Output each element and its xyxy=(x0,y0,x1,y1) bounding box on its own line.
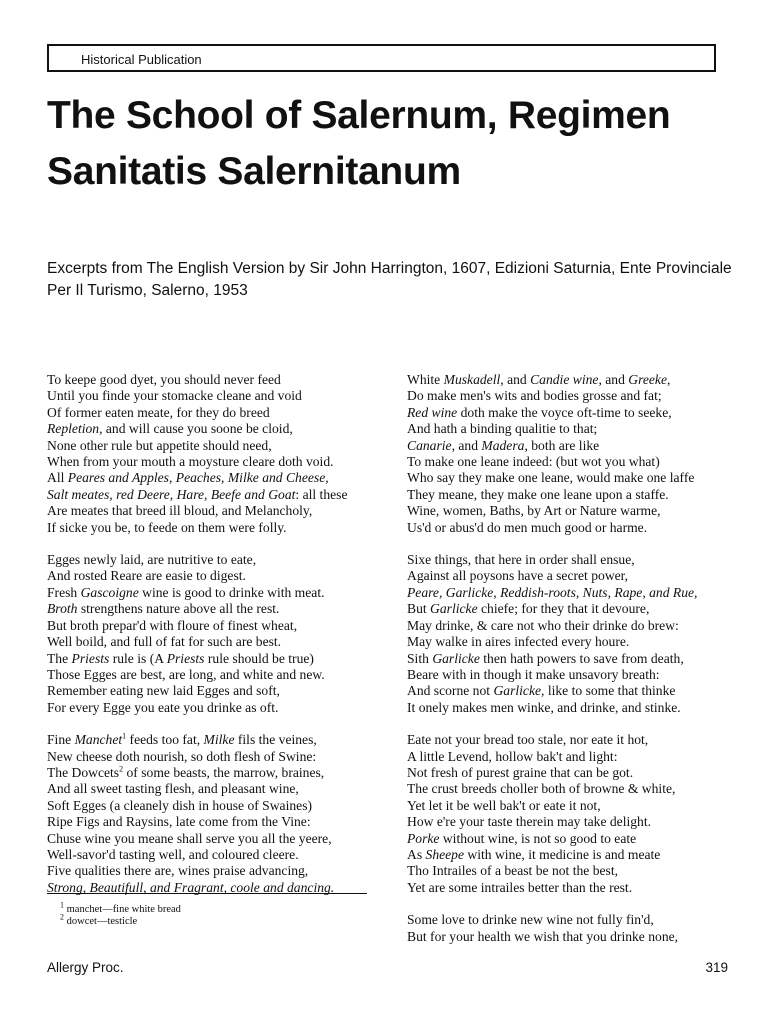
footnote-item: $^1$ manchet—fine white bread xyxy=(60,900,181,915)
poem-line: White Muskadell, and Candie wine, and Greeke, xyxy=(407,372,671,387)
article-title: The School of Salernum, Regimen Sanitatis Salernitanum xyxy=(47,94,671,193)
poem-line: But Garlicke chiefe; for they that it devoure, xyxy=(407,601,650,617)
poem-line: Broth strengthens nature above all the rest. xyxy=(47,601,280,617)
poem-line: Porke without wine, is not so good to eate xyxy=(407,830,637,846)
poem-line: Remember eating new laid Egges and soft, xyxy=(47,683,280,699)
poem-line: Sith Garlicke then hath powers to save from death, xyxy=(407,650,684,666)
poem-line: To make one leane indeed: (but wot you what) xyxy=(407,454,660,470)
poem-line: Chuse wine you meane shall serve you all the yeere, xyxy=(47,830,332,846)
poem-line: Peare, Garlicke, Reddish-roots, Nuts, Rape, and Rue, xyxy=(407,584,698,600)
poem-line: And all sweet tasting flesh, and pleasant wine, xyxy=(47,781,299,797)
section-label: Historical Publication xyxy=(81,52,202,67)
poem-line: To keepe good dyet, you should never feed xyxy=(47,372,281,387)
poem-line: Those Egges are best, are long, and white and new. xyxy=(47,666,325,682)
section-label-box xyxy=(47,44,716,72)
poem-line: Five qualities there are, wines praise advancing, xyxy=(47,863,309,879)
page-number: 319 xyxy=(705,960,728,975)
poem-line: Ripe Figs and Raysins, late come from the Vine: xyxy=(47,814,311,830)
poem-line: The Priests rule is (A Priests rule should be true) xyxy=(47,650,314,666)
poem-line: Strong, Beautifull, and Fragrant, coole and dancing. xyxy=(47,879,335,895)
footnotes xyxy=(60,900,181,928)
poem-line: Beare with in though it make unsavory breath: xyxy=(407,666,660,682)
poem-line: Until you finde your stomacke cleane and void xyxy=(47,388,302,404)
poem-line: The Dowcets$^2$ of some beasts, the marrow, braines, xyxy=(47,764,325,780)
poem-line: But broth prepar'd with floure of finest wheat, xyxy=(47,617,298,633)
poem-line: Fine Manchet$^1$ feeds too fat, Milke fils the veines, xyxy=(47,731,317,748)
article-subtitle: Excerpts from The English Version by Sir John Harrington, 1607, Edizioni Saturnia, Ente Provinciale Per Il Turismo, Salerno, 1953 xyxy=(47,260,732,299)
poem-line: A little Levend, hollow bak't and light: xyxy=(407,748,618,764)
poem-line: Fresh Gascoigne wine is good to drinke with meat. xyxy=(47,584,325,600)
poem-line: How e're your taste therein may take delight. xyxy=(407,814,652,830)
poem-stanza xyxy=(407,732,727,896)
poem-line: If sicke you be, to feede on them were folly. xyxy=(47,519,287,535)
poem-line: New cheese doth nourish, so doth flesh of Swine: xyxy=(47,748,317,764)
poem-line: Well boild, and full of fat for such are best. xyxy=(47,634,282,650)
poem-line: Tho Intrailes of a beast be not the best, xyxy=(407,863,619,879)
poem-column-right xyxy=(407,372,727,961)
poem-line: May walke in aires infected every houre. xyxy=(407,634,630,650)
poem-line: Yet let it be well bak't or eate it not, xyxy=(407,797,601,813)
poem-line: When from your mouth a moysture cleare doth void. xyxy=(47,454,334,470)
journal-name: Allergy Proc. xyxy=(47,960,124,975)
poem-line: Of former eaten meate, for they do breed xyxy=(47,404,270,420)
poem-line: All Peares and Apples, Peaches, Milke and Cheese, xyxy=(47,470,329,486)
poem-line: Sixe things, that here in order shall ensue, xyxy=(407,552,635,568)
poem-stanza xyxy=(47,372,377,536)
poem-line: But for your health we wish that you drinke none, xyxy=(407,928,679,944)
poem-line: Do make men's wits and bodies grosse and fat; xyxy=(407,388,662,404)
poem-line: Salt meates, red Deere, Hare, Beefe and Goat: all these xyxy=(47,486,348,502)
poem-line: The crust breeds choller both of browne & white, xyxy=(407,781,676,797)
poem-line: Wine, women, Baths, by Art or Nature warme, xyxy=(407,503,661,519)
poem-line: They meane, they make one leane upon a staffe. xyxy=(407,486,669,502)
poem-column-left xyxy=(47,372,377,912)
poem-line: May drinke, & care not who their drinke do brew: xyxy=(407,617,679,633)
poem-stanza xyxy=(407,552,727,716)
poem-stanza xyxy=(47,732,377,896)
poem-stanza xyxy=(407,372,727,536)
poem-line: Canarie, and Madera, both are like xyxy=(407,437,600,453)
poem-line: Against all poysons have a secret power, xyxy=(407,568,629,584)
poem-line: Who say they make one leane, would make one laffe xyxy=(407,470,695,486)
poem-line: Eate not your bread too stale, nor eate it hot, xyxy=(407,732,649,748)
poem-line: Well-savor'd tasting well, and coloured cleere. xyxy=(47,846,299,862)
poem-line: Egges newly laid, are nutritive to eate, xyxy=(47,552,257,568)
poem-line: Soft Egges (a cleanely dish in house of Swaines) xyxy=(47,797,313,813)
poem-line: Repletion, and will cause you soone be cloid, xyxy=(47,421,293,437)
footnote-divider xyxy=(47,893,367,894)
poem-line: And scorne not Garlicke, like to some that thinke xyxy=(407,683,676,699)
poem-line: Red wine doth make the voyce oft-time to seeke, xyxy=(407,404,672,420)
poem-line: Us'd or abus'd do men much good or harme. xyxy=(407,519,648,535)
poem-stanza xyxy=(407,912,727,945)
poem-line: And rosted Reare are easie to digest. xyxy=(47,568,246,584)
poem-line: Yet are some intrailes better than the rest. xyxy=(407,879,633,895)
poem-line: Are meates that breed ill bloud, and Melancholy, xyxy=(47,503,313,519)
poem-line: None other rule but appetite should need, xyxy=(47,437,272,453)
poem-line: It onely makes men winke, and drinke, and stinke. xyxy=(407,699,681,715)
poem-line: Some love to drinke new wine not fully fin'd, xyxy=(407,912,654,928)
poem-line: And hath a binding qualitie to that; xyxy=(407,421,598,437)
poem-stanza xyxy=(47,552,377,716)
poem-line: As Sheepe with wine, it medicine is and meate xyxy=(407,846,661,862)
poem-line: For every Egge you eate you drinke as oft. xyxy=(47,699,279,715)
poem-line: Not fresh of purest graine that can be got. xyxy=(407,764,634,780)
footnote-item: $^2$ dowcet—testicle xyxy=(60,912,138,927)
